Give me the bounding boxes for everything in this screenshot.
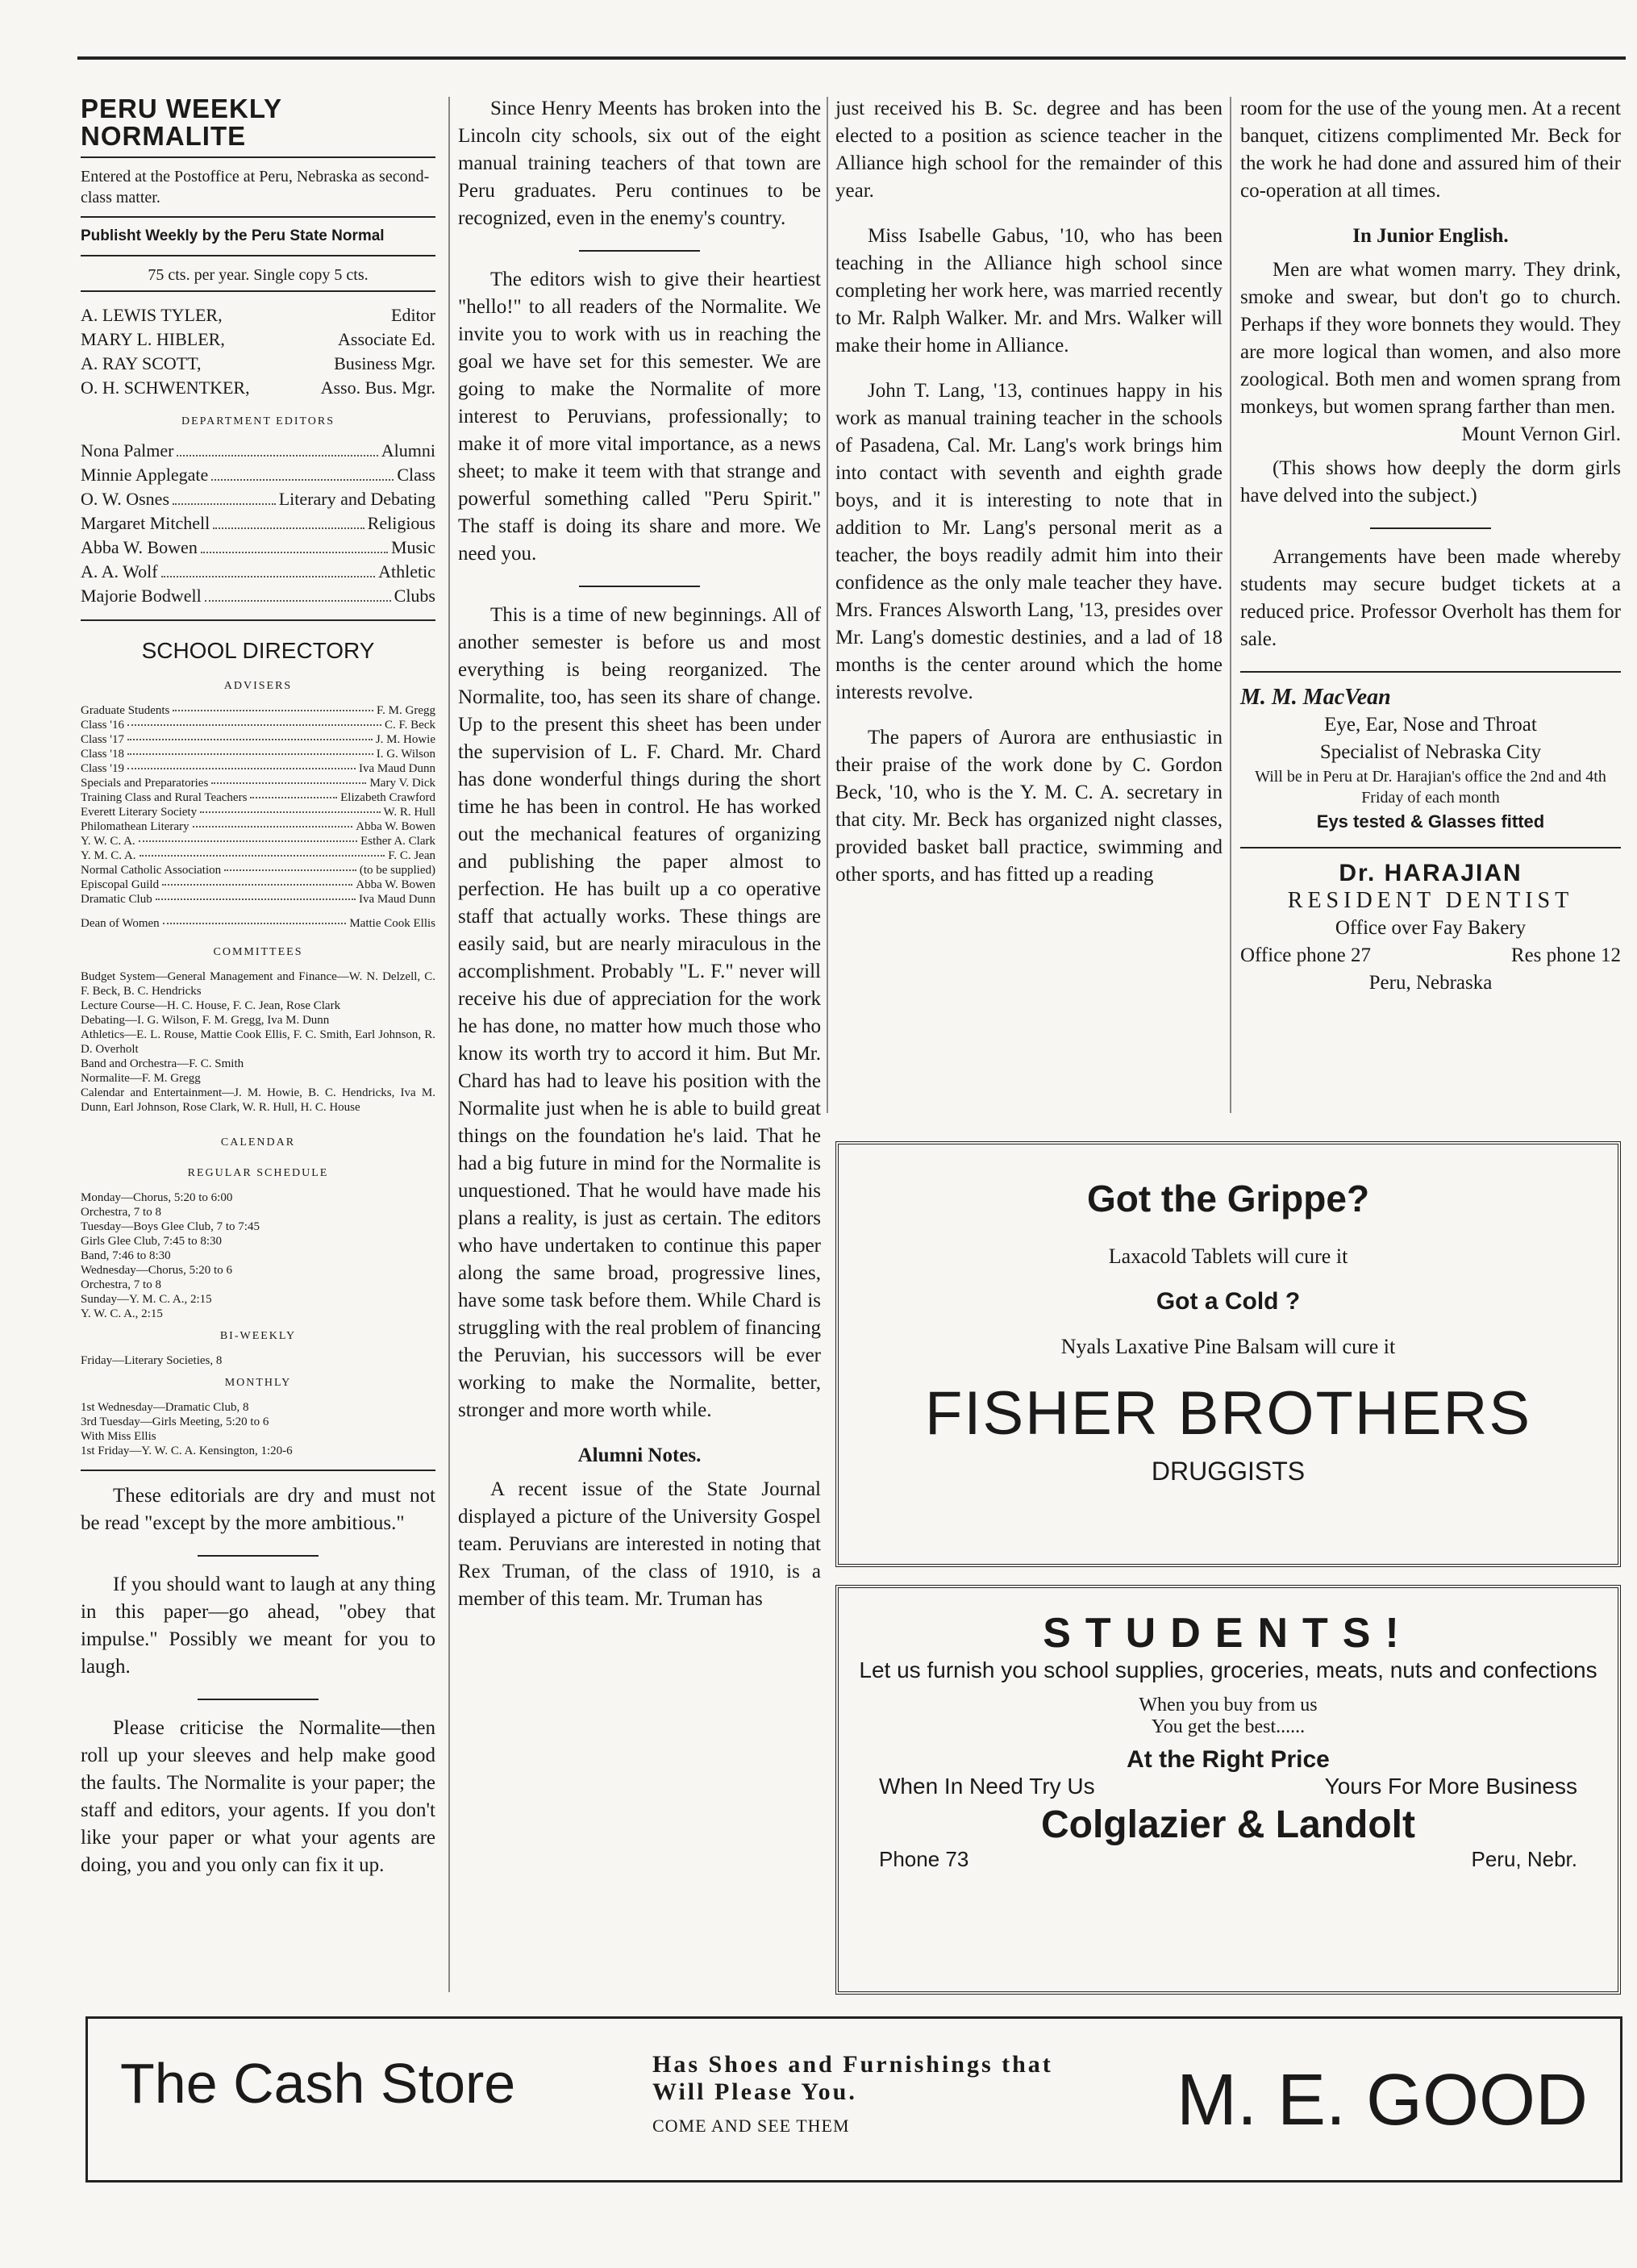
dept-editors-title: DEPARTMENT EDITORS [181, 415, 335, 427]
adviser-row: Y. M. C. A. F. C. Jean [81, 849, 435, 862]
cash-store-name: The Cash Store [120, 2052, 516, 2115]
harajian-office: Office over Fay Bakery [1335, 917, 1527, 939]
ad-line: When In Need Try Us Yours For More Business [879, 1774, 1577, 1799]
news-paragraph: Arrangements have been made whereby students may secure budget tickets at a reduced price. Professor Overholt has them for sale. [1240, 546, 1621, 650]
cash-store-text: Has Shoes and Furnishings that Will Please You. COME AND SEE THEM [652, 2051, 1053, 2136]
committee-item: Budget System—General Management and Finance—W. N. Delzell, C. F. Beck, B. C. Hendricks [81, 970, 435, 998]
short-divider [198, 1555, 319, 1557]
dept-row: A. A. Wolf Athletic [81, 561, 435, 582]
harajian-name: Dr. HARAJIAN [1339, 860, 1522, 886]
editorial-paragraph: Please criticise the Normalite—then roll up your sleeves and help make good the faults. The Normalite is your paper; the staff and editors, your agents. If you don't like your paper or what your agents are doing, you and you only can fix it up. [81, 1717, 435, 1876]
schedule-item: Monday—Chorus, 5:20 to 6:00 [81, 1191, 233, 1204]
schedule-item: Sunday—Y. M. C. A., 2:15 [81, 1293, 212, 1306]
alumni-notes-title: Alumni Notes. [577, 1445, 702, 1466]
divider [81, 619, 435, 621]
price-notice: 75 cts. per year. Single copy 5 cts. [81, 265, 435, 292]
monthly-item: 3rd Tuesday—Girls Meeting, 5:20 to 6 [81, 1415, 269, 1428]
macvean-line: Specialist of Nebraska City [1319, 741, 1542, 763]
dept-row: O. W. Osnes Literary and Debating [81, 489, 435, 509]
adviser-row: Episcopal Guild Abba W. Bowen [81, 878, 435, 891]
column-rule [448, 97, 450, 1992]
adviser-row: Philomathean Literary Abba W. Bowen [81, 820, 435, 833]
news-paragraph: This is a time of new beginnings. All of another semester is before us and most everything is being reorganized. The Normalite, too, has seen its share of change. Up to the present this sheet has been under the supervision of L. F. Chard. Mr. Chard has done wonderful things during the short time he has been in control. He has worked out the mechanical features of organizing and publishing the paper almost to perfection. He has built up a co operative staff that actually works. These things are easily said, but are nearly miraculous in the accomplishment. Probably "L. F." never will receive his due of appreciation for the work he has done, no matter how much those who know its worth try to accord it him. But Mr. Chard has had to leave his position with the Normalite just when he is able to build great things on the foundation he's laid. That he had a big future in mind for the Normalite is unquestioned. That he would have made his plans a reality, is just as certain. The editors who have undertaken to continue this paper along the same broad, progressive lines, have some task before them. While Chard is struggling with the real problem of financing the Peruvian, his successors will be ever working to make the Normalite, better, stronger and more worth while. [458, 604, 821, 1421]
staff-list [81, 303, 435, 400]
column-2 [458, 95, 821, 1631]
adviser-row: Class '19 Iva Maud Dunn [81, 762, 435, 775]
harajian-title: RESIDENT DENTIST [1287, 888, 1574, 913]
advisers-list [81, 703, 435, 907]
news-paragraph: just received his B. Sc. degree and has been elected to a position as science teacher in the Alliance high school for the remainder of this year. [835, 98, 1223, 202]
monthly-item: With Miss Ellis [81, 1430, 156, 1443]
committee-item: Normalite—F. M. Gregg [81, 1072, 201, 1085]
ad-sub: DRUGGISTS [1151, 1457, 1306, 1486]
schedule-item: Girls Glee Club, 7:45 to 8:30 [81, 1235, 222, 1248]
committee-item: Athletics—E. L. Rouse, Mattie Cook Ellis, F. C. Smith, Earl Johnson, R. D. Overholt [81, 1028, 435, 1056]
short-divider [1370, 527, 1491, 529]
macvean-line: Eys tested & Glasses fitted [1316, 811, 1545, 832]
dean-row: Dean of Women Mattie Cook Ellis [81, 917, 435, 930]
adviser-row: Training Class and Rural Teachers Elizabeth Crawford [81, 791, 435, 804]
ad-line: Laxacold Tablets will cure it [1108, 1244, 1348, 1268]
monthly-list [81, 1400, 435, 1458]
schedule-item: Band, 7:46 to 8:30 [81, 1249, 171, 1262]
advisers-title: ADVISERS [223, 680, 293, 692]
harajian-town: Peru, Nebraska [1368, 972, 1493, 994]
column-3 [835, 95, 1223, 907]
ad-line: You get the best...... [1151, 1716, 1306, 1737]
dept-row: Nona Palmer Alumni [81, 440, 435, 461]
dept-row: Majorie Bodwell Clubs [81, 586, 435, 606]
ad-headline: STUDENTS! [1043, 1610, 1414, 1657]
attribution: Mount Vernon Girl. [1461, 423, 1621, 445]
monthly-title: MONTHLY [224, 1377, 292, 1389]
ad-line: At the Right Price [1127, 1746, 1330, 1773]
monthly-item: 1st Friday—Y. W. C. A. Kensington, 1:20-6 [81, 1445, 293, 1457]
committee-item: Calendar and Entertainment—J. M. Howie, B. C. Hendricks, Iva M. Dunn, Earl Johnson, Rose Clark, W. R. Hull, H. C. House [81, 1086, 435, 1114]
schedule-item: Y. W. C. A., 2:15 [81, 1307, 163, 1320]
column-1 [81, 95, 435, 1897]
dept-editors-list [81, 439, 435, 608]
masthead-title: PERU WEEKLY NORMALITE [81, 95, 435, 158]
dept-row: Abba W. Bowen Music [81, 537, 435, 557]
harajian-ad [1240, 860, 1621, 997]
adviser-row: Class '17 J. M. Howie [81, 733, 435, 746]
short-divider [198, 1699, 319, 1700]
macvean-line: Eye, Ear, Nose and Throat [1324, 714, 1537, 736]
divider [81, 1470, 435, 1471]
news-paragraph: A recent issue of the State Journal displayed a picture of the University Gospel team. Peruvians are interested in noting that Rex Truman, of the class of 1910, is a member of this team. Mr. Truman has [458, 1478, 821, 1610]
committees-list [81, 969, 435, 1115]
ad-line: Nyals Laxative Pine Balsam will cure it [1060, 1335, 1396, 1358]
dept-row: Margaret Mitchell Religious [81, 513, 435, 533]
staff-row: MARY L. HIBLER, Associate Ed. [81, 329, 435, 349]
news-paragraph: Miss Isabelle Gabus, '10, who has been teaching in the Alliance high school since completing her work here, was married recently to Mr. Ralph Walker. Mr. and Mrs. Walker will make their home in Alliance. [835, 225, 1223, 356]
committee-item: Band and Orchestra—F. C. Smith [81, 1057, 244, 1070]
column-rule [1230, 97, 1231, 1113]
schedule-list [81, 1190, 435, 1321]
editorial-paragraph: If you should want to laugh at any thing in this paper—go ahead, "obey that impulse." Possibly we meant for you to laugh. [81, 1574, 435, 1678]
dept-row: Minnie Applegate Class [81, 465, 435, 485]
school-directory-title: SCHOOL DIRECTORY [141, 638, 375, 663]
news-paragraph: Men are what women marry. They drink, smoke and swear, but don't go to church. Perhaps if they wore bonnets they would. They are more logical than women, and also more zoological. Both men and women sprang from monkeys, but women sprang farther than men. [1240, 259, 1621, 418]
news-paragraph: (This shows how deeply the dorm girls have delved into the subject.) [1240, 457, 1621, 507]
committee-item: Lecture Course—H. C. House, F. C. Jean, Rose Clark [81, 999, 341, 1012]
regular-schedule-title: REGULAR SCHEDULE [187, 1167, 329, 1179]
adviser-row: Y. W. C. A. Esther A. Clark [81, 835, 435, 848]
monthly-item: 1st Wednesday—Dramatic Club, 8 [81, 1401, 249, 1414]
ad-line: Phone 73 Peru, Nebr. [879, 1847, 1577, 1871]
committee-item: Debating—I. G. Wilson, F. M. Gregg, Iva M. Dunn [81, 1014, 330, 1027]
adviser-row: Dramatic Club Iva Maud Dunn [81, 893, 435, 906]
macvean-line: Will be in Peru at Dr. Harajian's office the 2nd and 4th Friday of each month [1255, 768, 1606, 807]
macvean-ad [1240, 684, 1621, 836]
staff-row: A. RAY SCOTT, Business Mgr. [81, 353, 435, 373]
news-paragraph: room for the use of the young men. At a recent banquet, citizens complimented Mr. Beck for the work he had done and assured him of their co-operation at all times. [1240, 98, 1621, 202]
news-paragraph: Since Henry Meents has broken into the Lincoln city schools, six out of the eight manual training teachers of that town are Peru graduates. Peru continues to be recognized, even in the enemy's country. [458, 98, 821, 229]
schedule-item: Tuesday—Boys Glee Club, 7 to 7:45 [81, 1220, 260, 1233]
staff-row: A. LEWIS TYLER, Editor [81, 305, 435, 325]
biweekly-title: BI-WEEKLY [219, 1330, 297, 1342]
adviser-row: Normal Catholic Association (to be supplied) [81, 864, 435, 877]
news-paragraph: John T. Lang, '13, continues happy in his work as manual training teacher in the schools of Pasadena, Cal. Mr. Lang's work brings him into contact with seventh and eighth grade boys, and it is interesting to note that in addition to Mr. Lang's personal merit as a teacher, the boys readily admit him into their confidence as the only male teacher they have. Mrs. Frances Alsworth Lang, '13, presides over Mr. Lang's domestic destinies, and a lad of 18 months is the center around which the home interests revolve. [835, 380, 1223, 703]
short-divider [579, 586, 700, 587]
top-rule [77, 56, 1626, 60]
ad-store-name: FISHER BROTHERS [924, 1379, 1532, 1448]
divider [1240, 847, 1621, 848]
published-notice: Publisht Weekly by the Peru State Normal [81, 216, 435, 256]
short-divider [579, 250, 700, 252]
junior-english-title: In Junior English. [1352, 225, 1509, 247]
staff-row: O. H. SCHWENTKER, Asso. Bus. Mgr. [81, 377, 435, 398]
ad-store-name: Colglazier & Landolt [1040, 1803, 1415, 1846]
committees-title: COMMITTEES [213, 946, 303, 958]
schedule-item: Wednesday—Chorus, 5:20 to 6 [81, 1264, 232, 1277]
ad-line: Got a Cold ? [1156, 1288, 1301, 1315]
harajian-phones: Office phone 27 Res phone 12 [1240, 944, 1621, 966]
cash-store-owner: M. E. GOOD [1176, 2060, 1588, 2141]
schedule-item: Orchestra, 7 to 8 [81, 1278, 161, 1291]
macvean-name: M. M. MacVean [1240, 685, 1391, 710]
divider [1240, 671, 1621, 673]
entered-notice: Entered at the Postoffice at Peru, Nebraska as second-class matter. [81, 168, 430, 206]
news-paragraph: The editors wish to give their heartiest "hello!" to all readers of the Normalite. We invite you to work with us in reaching the goal we have set for this semester. We are going to make the Normalite of more interest to Peruvians, professionally; to make it of more vital importance, as a news sheet; to make it teem with that strange and powerful something called "Peru Spirit." The staff is doing its share and more. We need you. [458, 269, 821, 565]
biweekly-item: Friday—Literary Societies, 8 [81, 1354, 223, 1367]
column-rule [827, 97, 828, 1113]
ad-headline: Got the Grippe? [1086, 1178, 1370, 1219]
column-4 [1240, 95, 1621, 997]
adviser-row: Class '18 I. G. Wilson [81, 748, 435, 761]
ad-line: When you buy from us [1139, 1695, 1318, 1716]
news-paragraph: The papers of Aurora are enthusiastic in their praise of the work done by C. Gordon Beck, '10, who is the Y. M. C. A. secretary in that city. Mr. Beck has organized night classes, provided basket ball practice, swimming and other sports, and has fitted up a reading [835, 727, 1223, 886]
adviser-row: Specials and Preparatories Mary V. Dick [81, 777, 435, 790]
schedule-item: Orchestra, 7 to 8 [81, 1206, 161, 1219]
adviser-row: Everett Literary Society W. R. Hull [81, 806, 435, 819]
adviser-row: Class '16 C. F. Beck [81, 719, 435, 732]
cash-store-ad [85, 2016, 1622, 2183]
calendar-title: CALENDAR [220, 1136, 296, 1149]
students-ad [835, 1585, 1621, 1995]
ad-line: Let us furnish you school supplies, groceries, meats, nuts and confections [859, 1657, 1597, 1682]
editorial-paragraph: These editorials are dry and must not be read "except by the more ambitious." [81, 1485, 435, 1534]
fisher-brothers-ad [835, 1141, 1621, 1567]
adviser-row: Graduate Students F. M. Gregg [81, 704, 435, 717]
